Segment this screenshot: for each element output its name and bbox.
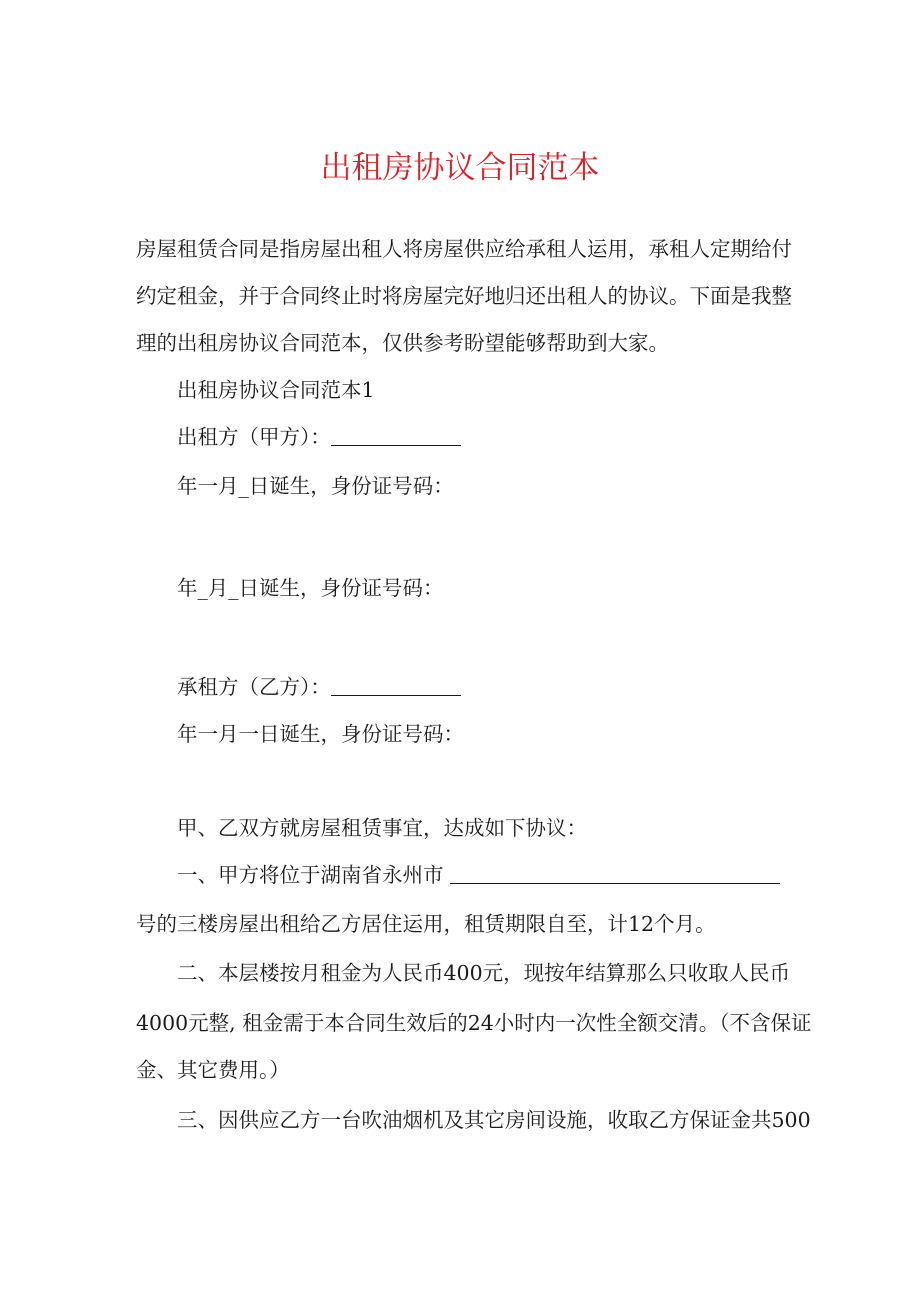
- clause-2-line-2: 4000元整, 租金需于本合同生效后的24小时内一次性全额交清。（不含保证: [136, 1011, 812, 1035]
- lessor-row: [177, 423, 461, 451]
- section-heading: 出租房协议合同范本1: [177, 378, 375, 402]
- clause-1-line-2: 号的三楼房屋出租给乙方居住运用，租赁期限自至，计12个月。: [136, 912, 716, 936]
- agreement-intro: 甲、乙双方就房屋租赁事宜，达成如下协议：: [177, 816, 587, 840]
- address-blank: [450, 863, 780, 884]
- clause-1-text-a: 一、甲方将位于湖南省永州市: [177, 863, 444, 887]
- lessor-label: 出租方（甲方）：: [177, 425, 331, 449]
- lessee-name-blank: [331, 675, 461, 696]
- lessee-label: 承租方（乙方）：: [177, 675, 331, 699]
- clause-1-line-1: [177, 861, 780, 889]
- clause-2-line-3: 金、其它费用。）: [136, 1058, 290, 1082]
- lessee-row: [177, 673, 461, 701]
- lessor-birth-line: 年一月_日诞生，身份证号码：: [177, 474, 454, 498]
- intro-paragraph: 房屋租赁合同是指房屋出租人将房屋供应给承租人运用，承租人定期给付约定租金，并于合同终止时将房屋完好地归还出租人的协议。下面是我整理的出租房协议合同范本，仅供参考盼望能够帮助到大家。: [136, 237, 792, 355]
- clause-2-line-1: 二、本层楼按月租金为人民币400元，现按年结算那么只收取人民币: [177, 961, 791, 985]
- document-title: 出租房协议合同范本: [320, 150, 600, 186]
- lessor-name-blank: [331, 425, 461, 446]
- clause-3-line-1: 三、因供应乙方一台吹油烟机及其它房间设施，收取乙方保证金共500: [177, 1108, 811, 1132]
- lessee-birth-line: 年一月一日诞生，身份证号码：: [177, 722, 464, 746]
- lessor-birth-line-2: 年_月_日诞生，身份证号码：: [177, 576, 444, 600]
